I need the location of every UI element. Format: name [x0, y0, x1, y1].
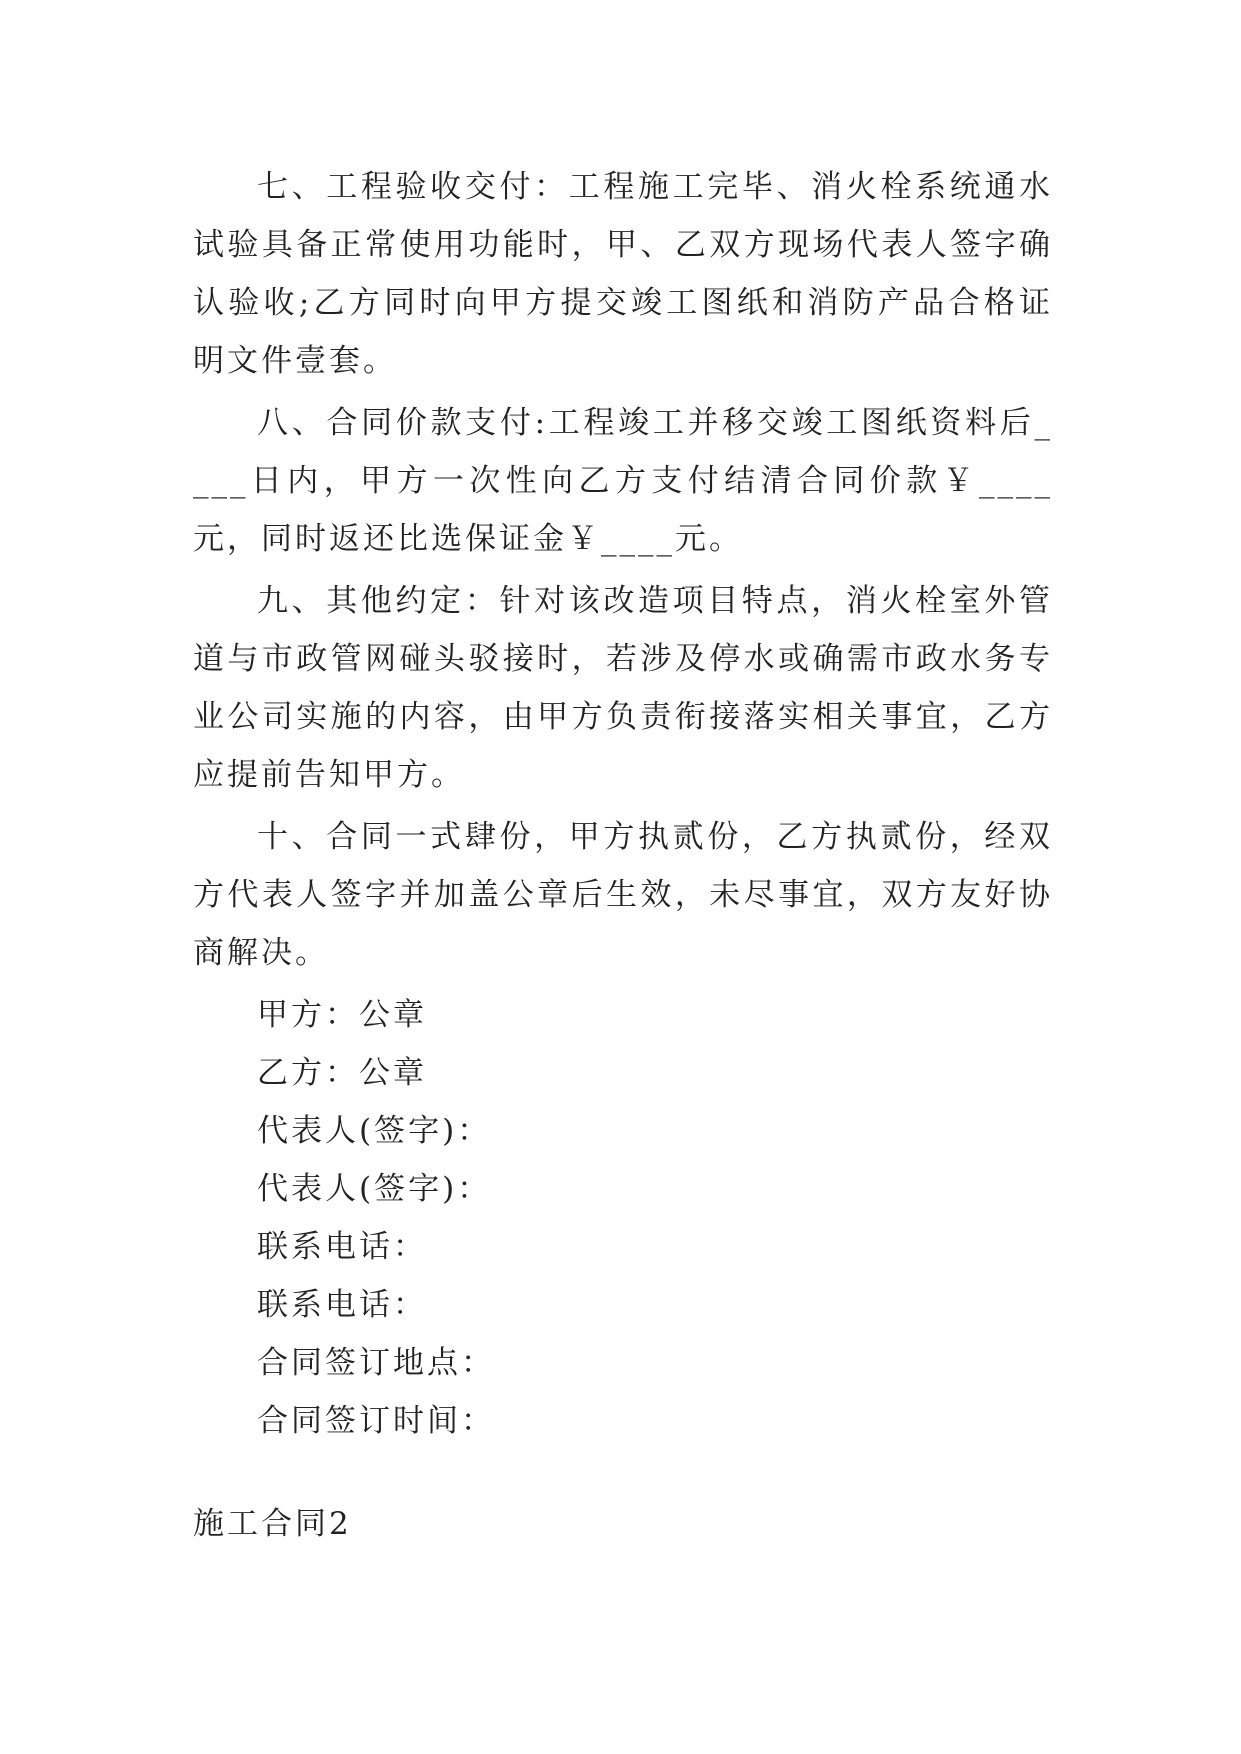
signing-place: 合同签订地点： — [257, 1345, 495, 1381]
clause-7-acceptance: 七、工程验收交付：工程施工完毕、消火栓系统通水试验具备正常使用功能时，甲、乙双方现场代表人签字确认验收;乙方同时向甲方提交竣工图纸和消防产品合格证明文件壹套。 — [193, 169, 1053, 379]
contact-phone-b: 联系电话： — [257, 1287, 427, 1323]
signature-block — [193, 986, 1053, 1450]
clause-9-other-terms: 九、其他约定：针对该改造项目特点，消火栓室外管道与市政管网碰头驳接时，若涉及停水或确需市政水务专业公司实施的内容，由甲方负责衔接落实相关事宜，乙方应提前告知甲方。 — [193, 583, 1053, 793]
party-a-seal: 甲方：公章 — [257, 997, 427, 1033]
clause-10-copies: 十、合同一式肆份，甲方执贰份，乙方执贰份，经双方代表人签字并加盖公章后生效，未尽事宜，双方友好协商解决。 — [193, 819, 1053, 971]
party-b-seal: 乙方：公章 — [257, 1055, 427, 1091]
clause-8-payment: 八、合同价款支付:工程竣工并移交竣工图纸资料后____日内，甲方一次性向乙方支付结清合同价款￥____元，同时返还比选保证金￥____元。 — [193, 405, 1053, 557]
contact-phone-a: 联系电话： — [257, 1229, 427, 1265]
representative-signature-b: 代表人(签字)： — [257, 1171, 492, 1207]
signing-time: 合同签订时间： — [257, 1403, 495, 1439]
representative-signature-a: 代表人(签字)： — [257, 1113, 492, 1149]
next-section-title: 施工合同2 — [193, 1506, 352, 1542]
contract-body — [193, 158, 1053, 1450]
